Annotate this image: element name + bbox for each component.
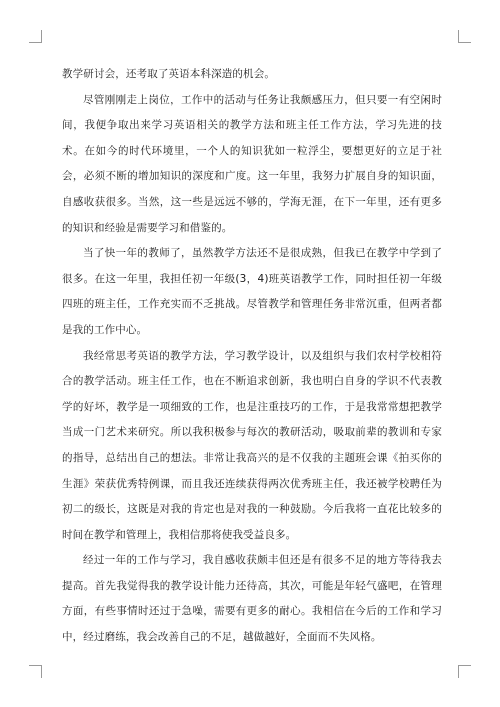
paragraph-conclusion: 经过一年的工作与学习，我自感收获颇丰但还是有很多不足的地方等待我去提高。首先我觉得我的教学设计能力还待高，其次，可能是年轻气盛吧，在管理方面，有些事情时还过于急噪，需要有更多的耐心。我相信在今后的工作和学习中，经过磨练，我会改善自己的不足，越做越好，全面而不失风格。 [62,554,442,644]
page-corner-mark-bottom-left [29,665,42,678]
paragraph-self-study: 尽管刚刚走上岗位，工作中的活动与任务让我颇感压力，但只要一有空闲时间，我便争取出来学习英语相关的教学方法和班主任工作方法，学习先进的技术。在如今的时代环境里，一个人的知识犹如一粒浮尘，要想更好的立足于社会，必须不断的增加知识的深度和广度。这一年里，我努力扩展自身的知识面，自感收获很多。当然，这一些是远远不够的，学海无涯，在下一年里，还有更多的知识和经验是需要学习和借鉴的。 [62,93,442,234]
page-corner-mark-top-right [458,30,471,43]
page-corner-mark-top-left [29,30,42,43]
page-corner-mark-bottom-right [458,665,471,678]
document-body [62,62,442,651]
paragraph-teaching-duties: 当了快一年的教师了，虽然教学方法还不是很成熟，但我已在教学中学到了很多。在这一年里，我担任初一年级(3，4)班英语教学工作，同时担任初一年级四班的班主任，工作充实而不乏挑战。尽管教学和管理任务非常沉重，但两者都是我的工作中心。 [62,247,442,336]
paragraph-continuation: 教学研讨会，还考取了英语本科深造的机会。 [62,68,275,80]
paragraph-teaching-methods: 我经常思考英语的教学方法，学习教学设计，以及组织与我们农村学校相符合的教学活动。班主任工作，也在不断追求创新，我也明白自身的学识不代表教学的好坏，教学是一项细致的工作，也是注重技巧的工作，于是我常常想把教学当成一门艺术来研究。所以我积极参与每次的教研活动，吸取前辈的教训和专家的指导，总结出自己的想法。非常让我高兴的是不仅我的主题班会课《拍买你的生涯》荣获优秀特例课，而且我还连续获得两次优秀班主任，我还被学校聘任为初二的级长，这既是对我的肯定也是对我的一种鼓励。今后我将一直花比较多的时间在教学和管理上，我相信那将使我受益良多。 [62,349,442,541]
